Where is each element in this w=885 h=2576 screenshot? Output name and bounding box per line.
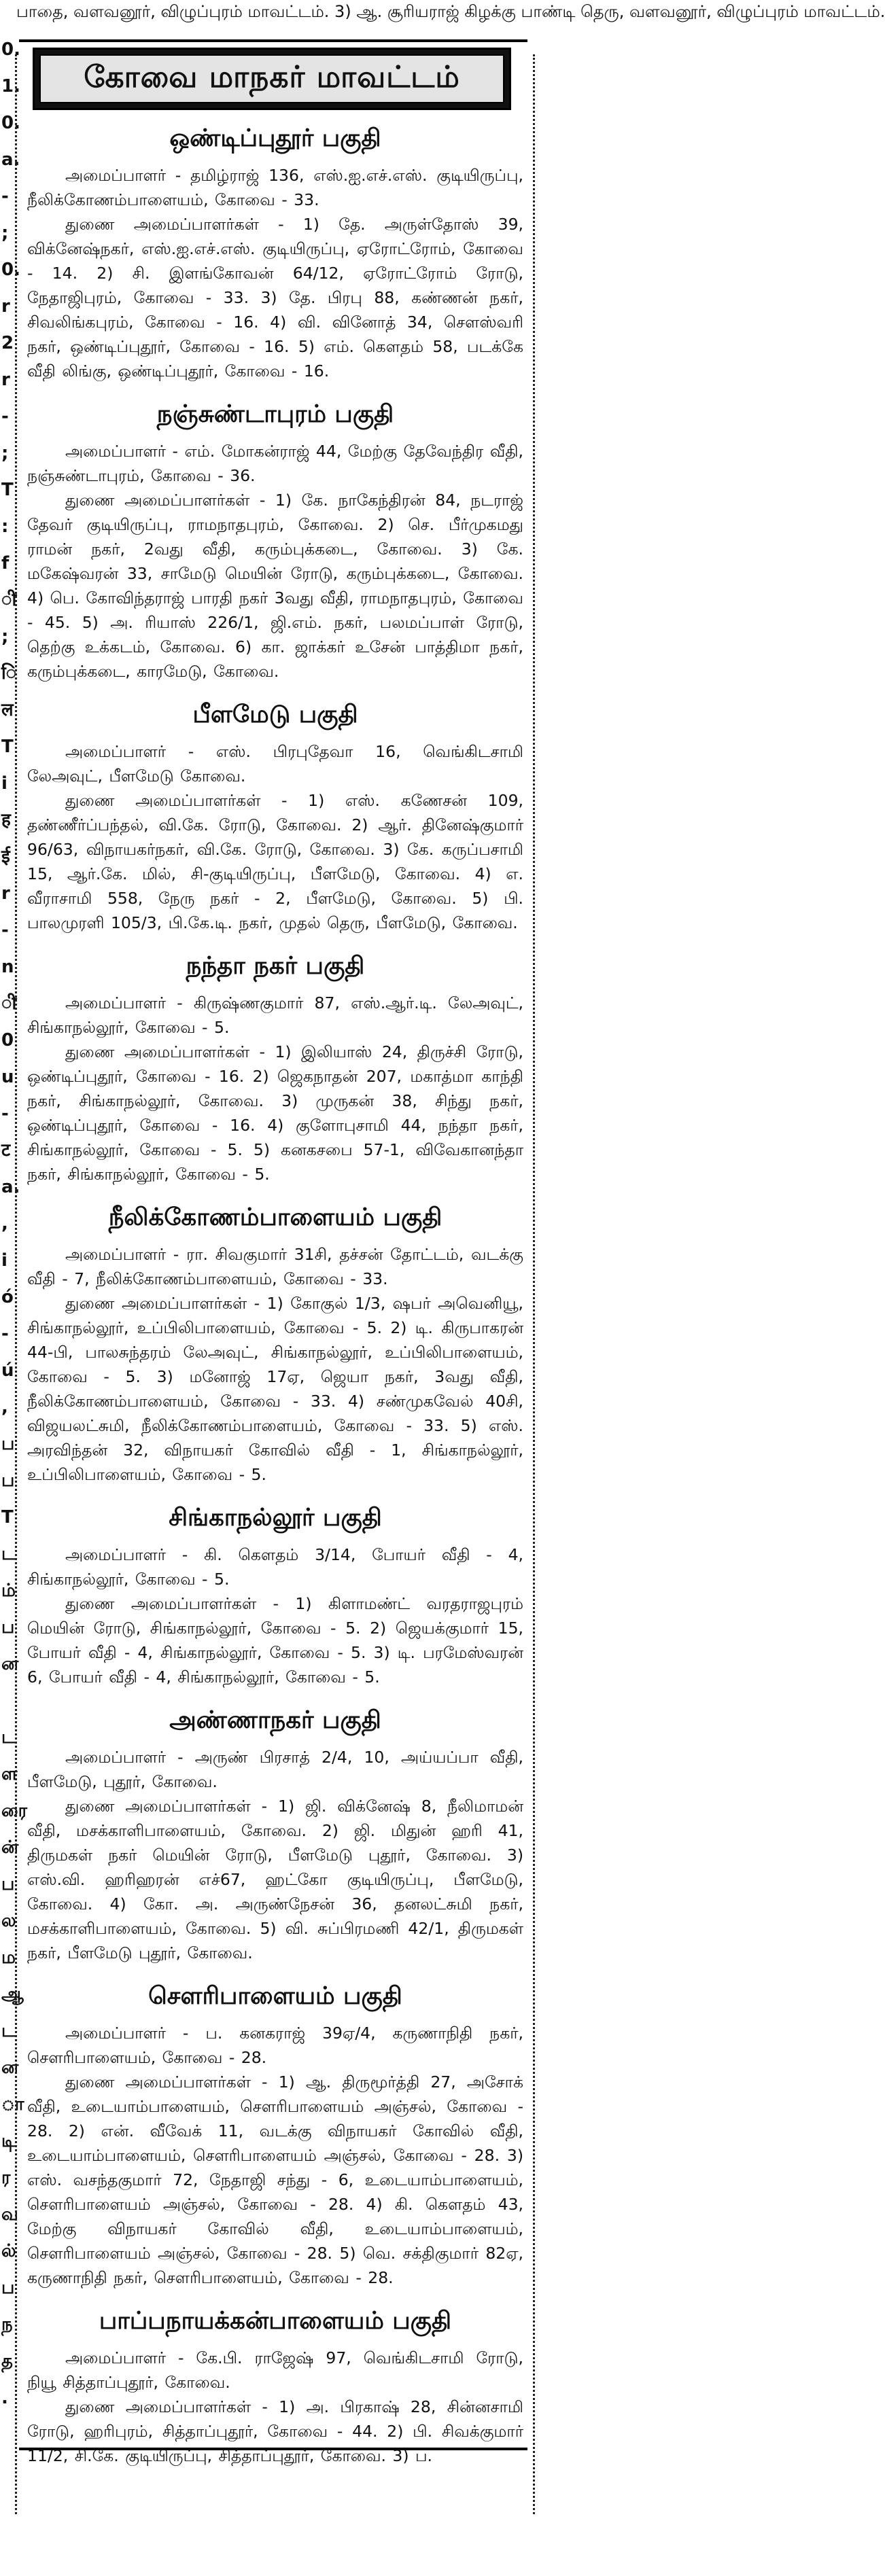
deputy-organizers-entry: துணை அமைப்பாளர்கள் - 1) கிளாமண்ட் வரதராஜபுரம் மெயின் ரோடு, சிங்காநல்லூர், கோவை - 5. 2) ஜெயக்குமார் 15, போயர் வீதி - 4, சிங்காநல்லூர், கோவை - 5. 3) டி. பரமேஸ்வரன் 6, போயர் வீதி - 4, சிங்காநல்லூர், கோவை - 5. <box>27 1594 523 1687</box>
area-section <box>27 120 523 383</box>
left-fragment-glyph: ந <box>1 2314 13 2335</box>
left-fragment-glyph: - <box>1 1104 9 1124</box>
left-fragment-glyph: ह <box>1 810 11 830</box>
left-fragment-glyph: . <box>1 2388 8 2408</box>
left-fragment-glyph: ; <box>1 223 9 243</box>
left-fragment-glyph: ó <box>1 1287 14 1307</box>
area-section <box>27 947 523 1186</box>
left-fragment-glyph: i <box>1 1250 7 1271</box>
organizer-entry: அமைப்பாளர் - எஸ். பிரபுதேவா 16, வெங்கிடசாமி லேஅவுட், பீளமேடு கோவை. <box>27 742 523 786</box>
left-fragment-glyph: , <box>1 1214 8 1234</box>
left-fragment-glyph: ர <box>1 2168 11 2188</box>
left-fragment-glyph: f <box>1 553 10 574</box>
left-fragment-glyph: u <box>1 1067 14 1087</box>
left-fragment-glyph: i <box>1 773 7 794</box>
left-fragment-glyph: ம் <box>1 1581 16 1601</box>
deputy-organizers-entry: துணை அமைப்பாளர்கள் - 1) இலியாஸ் 24, திருச்சி ரோடு, ஒண்டிப்புதூர், கோவை - 16. 2) ஜெகநாதன் 207, மகாத்மா காந்தி நகர், சிங்காநல்லூர், கோவை. 3) முருகன் 38, சிந்து நகர், ஒண்டிப்புதூர், கோவை - 16. 4) குளோபுசாமி 44, நந்தா நகர், சிங்காநல்லூர், கோவை - 5. 5) கனகசபை 57-1, விவேகானந்தா நகர், சிங்காநல்லூர், கோவை - 5. <box>27 1042 523 1184</box>
area-title: பீளமேடு பகுதி <box>192 701 358 728</box>
deputy-organizers-entry: துணை அமைப்பாளர்கள் - 1) அ. பிரகாஷ் 28, சின்னசாமி ரோடு, ஹரிபுரம், சித்தாப்புதூர், கோவை - 44. 2) பி. சிவக்குமார் 11/2, சி.கே. குடியிருப்பு, சித்தாப்புதூர், கோவை. 3) ப. <box>27 2397 523 2465</box>
left-fragment-glyph: ன <box>1 2058 19 2078</box>
left-fragment-glyph: ப <box>1 1874 15 1894</box>
left-fragment-glyph: த <box>1 2351 13 2371</box>
left-fragment-glyph: ि <box>1 663 17 684</box>
deputy-organizers-entry: துணை அமைப்பாளர்கள் - 1) எஸ். கணேசன் 109, தண்ணீர்ப்பந்தல், வி.கே. ரோடு, கோவை. 2) ஆர். தினேஷ்குமார் 96/63, விநாயகர்நகர், வி.கே. ரோடு, கோவை. 3) கே. கருப்பசாமி 15, ஆர்.கே. மில், சி-குடியிருப்பு, பீளமேடு, கோவை. 4) எ. வீராசாமி 558, நேரு நகர் - 2, பீளமேடு, கோவை. 5) பி. பாலமுரளி 105/3, பி.கே.டி. நகர், முதல் தெரு, பீளமேடு, கோவை. <box>27 791 523 932</box>
area-section <box>27 1701 523 1965</box>
left-fragment-glyph: 2 <box>1 333 14 353</box>
left-fragment-glyph: - <box>1 1324 9 1344</box>
area-title: நீலிக்கோணம்பாளையம் பகுதி <box>108 1203 442 1231</box>
left-fragment-glyph: ன <box>1 1654 19 1674</box>
area-section <box>27 2302 523 2468</box>
left-fragment-glyph: ல் <box>1 2241 16 2261</box>
left-fragment-glyph: T <box>1 1507 14 1528</box>
left-fragment-glyph: , <box>1 1397 8 1417</box>
left-fragment-glyph: a. <box>1 149 20 170</box>
deputy-organizers-entry: துணை அமைப்பாளர்கள் - 1) ஆ. திருமூர்த்தி 27, அசோக் வீதி, உடையாம்பாளையம், சௌரிபாளையம் அஞ்சல், கோவை - 28. 2) என். வீவேக் 11, வடக்கு விநாயகர் கோவில் வீதி, உடையாம்பாளையம், சௌரிபாளையம் அஞ்சல், கோவை - 28. 3) எஸ். வசந்தகுமார் 72, நேதாஜி சந்து - 6, உடையாம்பாளையம், சௌரிபாளையம் அஞ்சல், கோவை - 28. 4) கி. கௌதம் 43, மேற்கு விநாயகர் கோவில் வீதி, உடையாம்பாளையம், சௌரிபாளையம் அஞ்சல், கோவை - 28. 5) வெ. சக்திகுமார் 82ஏ, கருணாநிதி நகர், சௌரிபாளையம், கோவை - 28. <box>27 2072 523 2287</box>
left-fragment-glyph: ம <box>1 1947 16 1968</box>
left-column-divider <box>15 54 17 2514</box>
area-title: பாப்பநாயக்கன்பாளையம் பகுதி <box>99 2307 452 2335</box>
left-fragment-glyph: 0. <box>1 260 20 280</box>
left-fragment-glyph: 0. <box>1 113 20 133</box>
left-fragment-glyph: 0 <box>1 1030 14 1051</box>
left-fragment-glyph: ी <box>1 590 17 610</box>
left-fragment-glyph: - <box>1 186 9 207</box>
left-fragment-glyph: டி <box>1 2131 16 2151</box>
left-fragment-glyph: r <box>1 370 10 390</box>
left-fragment-glyph: ட <box>1 1544 16 1564</box>
area-section <box>27 696 523 935</box>
district-banner-title: கோவை மாநகர் மாவட்டம் <box>39 54 504 103</box>
left-fragment-glyph: ; <box>1 627 9 647</box>
area-title: நந்தா நகர் பகுதி <box>186 952 365 980</box>
left-column-fragment <box>0 0 28 2576</box>
deputy-organizers-entry: துணை அமைப்பாளர்கள் - 1) ஜி. விக்னேஷ் 8, நீலிமாமன் வீதி, மசக்காளிபாளையம், கோவை. 2) ஜி. மிதுன் ஹரி 41, திருமகள் நகர் மெயின் ரோடு, பீளமேடு புதூர், கோவை. 3) எஸ்.வி. ஹரிஹரன் எச்67, ஹட்கோ குடியிருப்பு, பீளமேடு, கோவை. 4) கோ. அ. அருண்நேசன் 36, தனலட்சுமி நகர், மசக்காளிபாளையம், கோவை. 5) வி. சுப்பிரமணி 42/1, திருமகள் நகர், பீளமேடு புதூர், கோவை. <box>27 1797 523 1962</box>
organizer-entry: அமைப்பாளர் - ப. கனகராஜ் 39ஏ/4, கருணாநிதி நகர், சௌரிபாளையம், கோவை - 28. <box>27 2024 523 2067</box>
left-fragment-glyph: ப <box>1 1617 15 1638</box>
left-fragment-glyph: n <box>1 957 14 977</box>
left-fragment-glyph: a. <box>1 1177 20 1197</box>
left-fragment-glyph: ல <box>1 1911 16 1931</box>
left-fragment-glyph: r <box>1 296 10 317</box>
organizer-entry: அமைப்பாளர் - அருண் பிரசாத் 2/4, 10, அய்யப்பா வீதி, பீளமேடு, புதூர், கோவை. <box>27 1748 523 1791</box>
area-section <box>27 1977 523 2290</box>
area-section <box>27 395 523 684</box>
organizer-entry: அமைப்பாளர் - கே.பி. ராஜேஷ் 97, வெங்கிடசாமி ரோடு, நியூ சித்தாப்புதூர், கோவை. <box>27 2348 523 2392</box>
left-fragment-glyph: T <box>1 737 14 757</box>
left-fragment-glyph: ள <box>1 1764 18 1784</box>
left-fragment-glyph: - <box>1 406 9 427</box>
area-title: நஞ்சுண்டாபுரம் பகுதி <box>156 400 394 428</box>
left-fragment-glyph: 0. <box>1 39 20 60</box>
left-fragment-glyph: ரை <box>1 1801 28 1821</box>
area-title: சௌரிபாளையம் பகுதி <box>148 1982 402 2010</box>
area-section <box>27 1499 523 1689</box>
deputy-organizers-entry: துணை அமைப்பாளர்கள் - 1) கோகுல் 1/3, ஷபர் அவெனியூ, சிங்காநல்லூர், உப்பிலிபாளையம், கோவை - 5. 2) டி. கிருபாகரன் 44-பி, பாலசுந்தரம் லேஅவுட், சிங்காநல்லூர், உப்பிலிபாளையம், கோவை - 5. 3) மனோஜ் 17ஏ, ஜெயா நகர், 3வது வீதி, நீலிக்கோணம்பாளையம், கோவை - 33. 4) சண்முகவேல் 40சி, விஜயலட்சுமி, நீலிக்கோணம்பாளையம், கோவை - 33. 5) எஸ். அரவிந்தன் 32, விநாயகர் கோவில் வீதி - 1, சிங்காநல்லூர், உப்பிலிபாளையம், கோவை - 5. <box>27 1294 523 1484</box>
left-fragment-glyph: r <box>1 883 10 904</box>
organizer-entry: அமைப்பாளர் - தமிழ்ராஜ் 136, எஸ்.ஐ.எச்.எஸ். குடியிருப்பு, நீலிக்கோணம்பாளையம், கோவை - 33. <box>27 166 523 209</box>
organizer-entry: அமைப்பாளர் - ரா. சிவகுமார் 31சி, தச்சன் தோட்டம், வடக்கு வீதி - 7, நீலிக்கோணம்பாளையம், கோவை - 33. <box>27 1245 523 1288</box>
deputy-organizers-entry: துணை அமைப்பாளர்கள் - 1) கே. நாகேந்திரன் 84, நடராஜ் தேவர் குடியிருப்பு, ராமநாதபுரம், கோவை. 2) செ. பீர்முகமது ராமன் நகர், 2வது வீதி, கரும்புக்கடை, கோவை. 3) கே. மகேஷ்வரன் 33, சாமேடு மெயின் ரோடு, கரும்புக்கடை, கோவை. 4) பெ. கோவிந்தராஜ் பாரதி நகர் 3வது வீதி, ராமநாதபுரம், கோவை - 45. 5) அ. ரியாஸ் 226/1, ஜி.எம். நகர், பலமப்பாள் ரோடு, தெற்கு உக்கடம், கோவை. 6) கா. ஜாக்கர் உசேன் பாத்திமா நகர், கரும்புக்கடை, காரமேடு, கோவை. <box>27 491 523 681</box>
left-fragment-glyph: ா <box>1 2094 24 2115</box>
left-fragment-glyph: - <box>1 920 9 940</box>
area-title: ஒண்டிப்புதூர் பகுதி <box>169 124 381 152</box>
left-fragment-glyph: ப <box>1 2278 15 2298</box>
left-fragment-glyph: வ <box>1 2204 18 2225</box>
left-fragment-glyph: ட <box>1 2021 16 2041</box>
area-title: அண்ணாநகர் பகுதி <box>169 1706 381 1734</box>
area-section <box>27 1199 523 1487</box>
deputy-organizers-entry: துணை அமைப்பாளர்கள் - 1) தே. அருள்தோஸ் 39, விக்னேஷ்நகர், எஸ்.ஐ.எச்.எஸ். குடியிருப்பு, ஏரோட்ரோம், கோவை - 14. 2) சி. இளங்கோவன் 64/12, ஏரோட்ரோம் ரோடு, நேதாஜிபுரம், கோவை - 33. 3) தே. பிரபு 88, கண்ணன் நகர், சிவலிங்கபுரம், கோவை - 16. 4) வி. வினோத் 34, செளஸ்வரி நகர், ஒண்டிப்புதூர், கோவை - 16. 5) எம். கௌதம் 58, படக்கே வீதி லிங்கு, ஒண்டிப்புதூர், கோவை - 16. <box>27 215 523 381</box>
left-fragment-glyph: ी <box>1 993 17 1014</box>
right-column-divider <box>533 54 535 2514</box>
previous-article-fragment: பாதை, வளவனூர், விழுப்புரம் மாவட்டம். 3) ஆ. சூரியராஜ் கிழக்கு பாண்டி தெரு, வளவனூர், விழுப்புரம் மாவட்டம். <box>16 2 885 21</box>
organizer-entry: அமைப்பாளர் - கிருஷ்ணகுமார் 87, எஸ்.ஆர்.டி. லேஅவுட், சிங்காநல்லூர், கோவை - 5. <box>27 993 523 1037</box>
left-fragment-glyph: : <box>1 516 9 537</box>
organizer-entry: அமைப்பாளர் - கி. கௌதம் 3/14, போயர் வீதி - 4, சிங்காநல்லூர், கோவை - 5. <box>27 1545 523 1589</box>
left-fragment-glyph: ú <box>1 1360 14 1381</box>
left-fragment-glyph: ப <box>1 1470 15 1491</box>
left-fragment-glyph: ; <box>1 443 9 463</box>
left-fragment-glyph: T <box>1 480 14 500</box>
left-fragment-glyph: 1. <box>1 76 20 96</box>
left-fragment-glyph: ट <box>1 1140 11 1161</box>
left-fragment-glyph: ई <box>1 847 10 867</box>
article-body <box>27 120 523 2480</box>
district-banner <box>33 48 511 110</box>
area-title: சிங்காநல்லூர் பகுதி <box>169 1504 382 1532</box>
left-fragment-glyph: ப <box>1 1434 15 1454</box>
organizer-entry: அமைப்பாளர் - எம். மோகன்ராஜ் 44, மேற்கு தேவேந்திர வீதி, நஞ்சுண்டாபுரம், கோவை - 36. <box>27 442 523 485</box>
left-fragment-glyph: ன் <box>1 1837 19 1858</box>
left-fragment-glyph: ल <box>1 700 14 720</box>
left-fragment-glyph: ஆ <box>1 1984 24 2005</box>
left-fragment-glyph: ட <box>1 1727 16 1748</box>
